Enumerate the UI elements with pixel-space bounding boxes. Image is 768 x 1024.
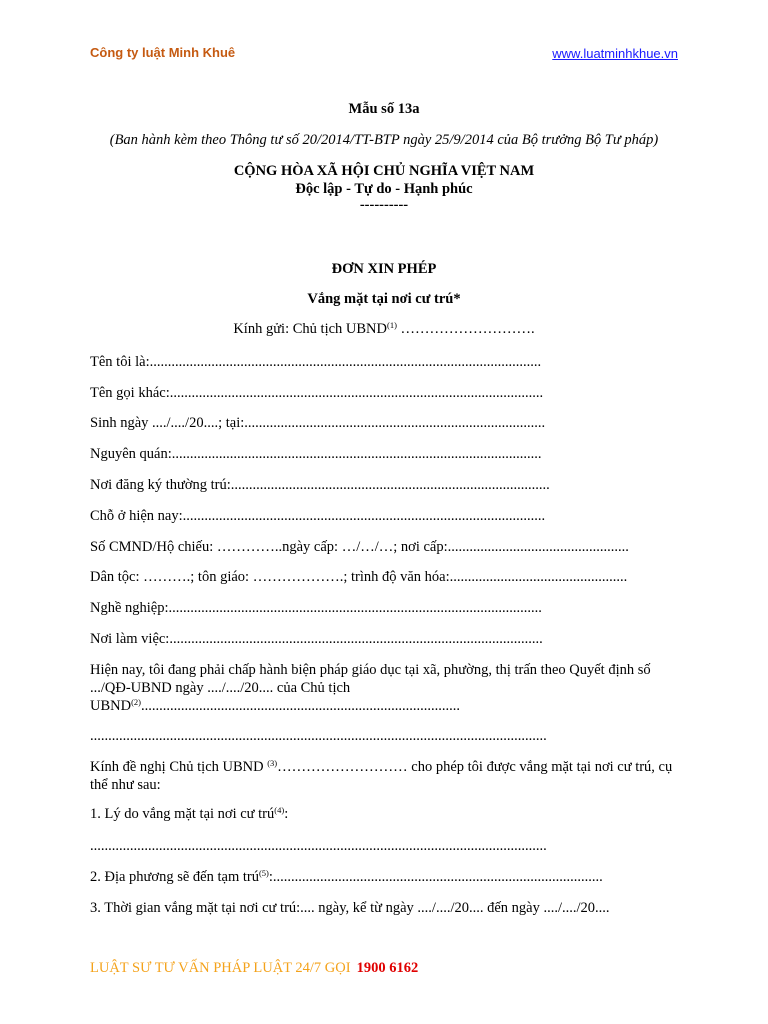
recipient-line [0,321,768,338]
document-subtitle: Vắng mặt tại nơi cư trú* [307,291,461,307]
field-ethnicity: Dân tộc: ……….; tôn giáo: ……………….; trình độ văn hóa:................................................. [90,569,628,585]
item-destination-dots: :........................................................................................... [268,869,603,885]
item-duration: 3. Thời gian vắng mặt tại nơi cư trú:.... ngày, kể từ ngày ..../..../20.... đến ngày ..../..../20.... [90,900,610,916]
footnote-ref: (5) [258,868,269,878]
footnote-ref: (1) [387,320,397,330]
request-prefix: Kính đề nghị Chủ tịch UBND [90,759,268,775]
item-reason-label: 1. Lý do vắng mặt tại nơi cư trú [90,806,275,822]
footnote-ref: (2) [131,697,142,707]
item-reason [90,806,690,823]
document-title: ĐƠN XIN PHÉP [331,261,437,277]
field-current-address: Chỗ ở hiện nay:.................................................................................................... [90,508,546,524]
item-reason-colon: : [284,806,289,822]
field-hometown: Nguyên quán:...................................................................................................... [90,446,542,462]
field-workplace: Nơi làm việc:....................................................................................................... [90,631,543,647]
field-id-card: Số CMND/Hộ chiếu: …………..ngày cấp: …/…/…; nơi cấp:.................................................. [90,539,629,555]
issued-note: (Ban hành kèm theo Thông tư số 20/2014/TT-BTP ngày 25/9/2014 của Bộ trưởng Bộ Tư pháp) [109,132,659,148]
field-occupation: Nghề nghiệp:....................................................................................................... [90,600,542,616]
footer-hotline [90,960,418,977]
footnote-ref: (3) [267,758,278,768]
hotline-number[interactable]: 1900 6162 [356,960,419,976]
website-link[interactable]: www.luatminhkhue.vn [552,46,678,61]
field-other-name: Tên gọi khác:....................................................................................................... [90,385,544,401]
nation-title: CỘNG HÒA XÃ HỘI CHỦ NGHĨA VIỆT NAM [233,163,535,179]
decision-paragraph [90,661,670,715]
blank-line: .............................................................................................................................. [90,728,547,744]
form-number: Mẫu số 13a [348,101,420,117]
item-reason-blank: .............................................................................................................................. [90,838,547,854]
field-full-name: Tên tôi là:............................................................................................................ [90,354,542,370]
recipient-suffix: ………………………. [396,321,535,337]
decision-dots: ........................................................................................ [141,698,461,714]
company-name: Công ty luật Minh Khuê [90,45,236,60]
request-paragraph [90,758,685,794]
field-permanent-address: Nơi đăng ký thường trú:........................................................................................ [90,477,550,493]
item-destination-label: 2. Địa phương sẽ đến tạm trú [90,869,259,885]
decision-text: Hiện nay, tôi đang phải chấp hành biện pháp giáo dục tại xã, phường, thị trấn theo Quyết định số .../QĐ-UBND ngày ..../..../20.... của Chủ tịch UBND [90,662,651,714]
footer-text: LUẬT SƯ TƯ VẤN PHÁP LUẬT 24/7 GỌI [90,960,351,976]
request-suffix: ……………………… cho phép tôi được vắng mặt tại nơi cư trú, cụ thể như sau: [90,759,673,793]
footnote-ref: (4) [274,805,285,815]
recipient-prefix: Kính gửi: Chủ tịch UBND [233,321,387,337]
field-birth: Sinh ngày ..../..../20....; tại:................................................................................... [90,415,546,431]
national-motto: Độc lập - Tự do - Hạnh phúc [295,181,473,197]
item-destination [90,869,690,886]
motto-divider: ---------- [359,197,409,213]
